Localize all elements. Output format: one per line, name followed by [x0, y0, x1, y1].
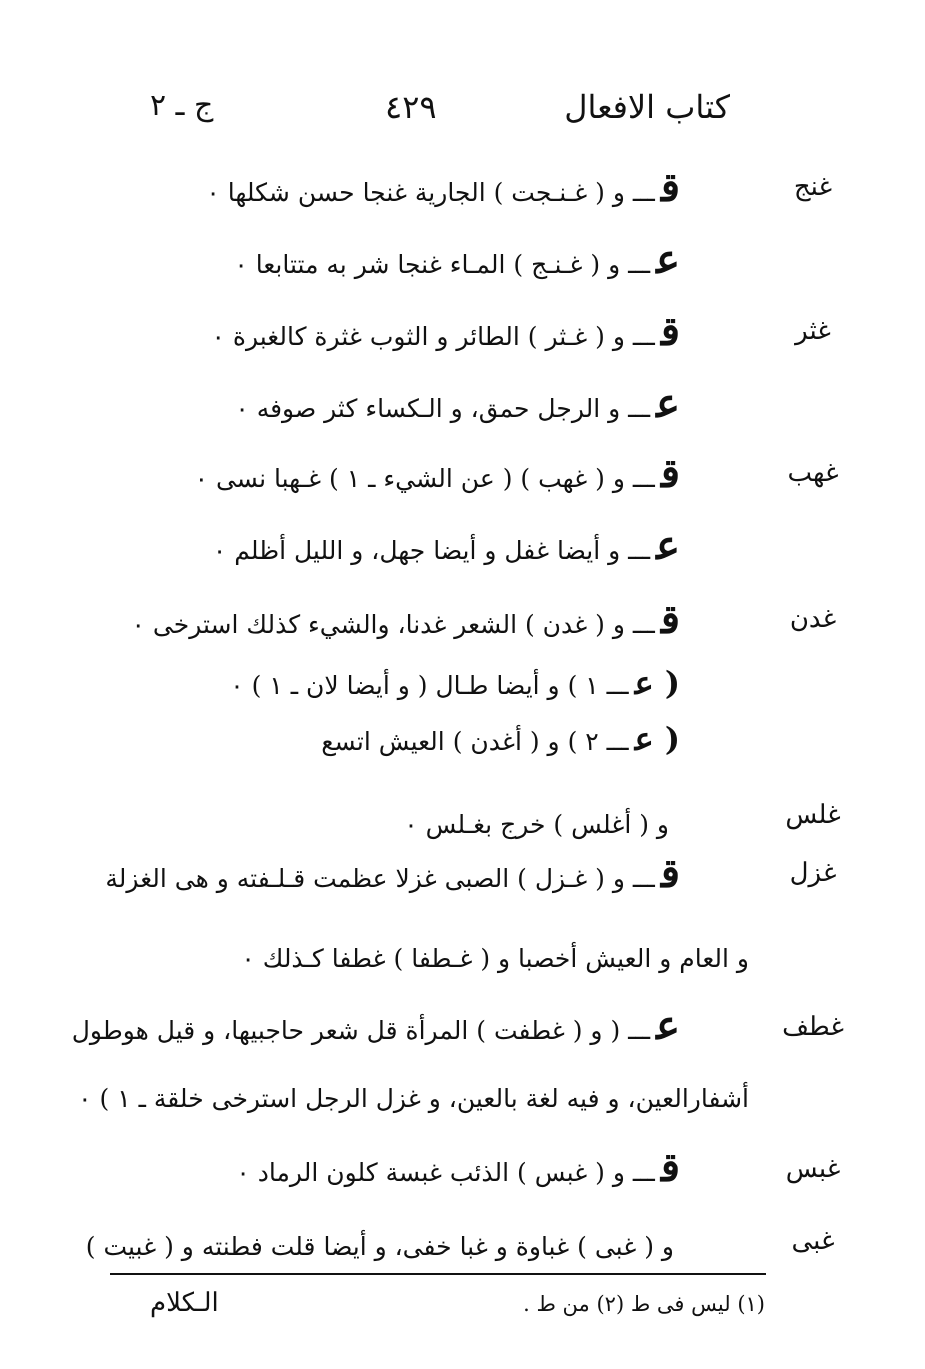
entry-line [0, 786, 925, 846]
entry-line [0, 1140, 925, 1200]
line-body: ـــ و ( غهب ) ( عن الشيء ـ ١ ) غـهبا نسى ٠ [194, 464, 655, 493]
source-marker: ق [660, 596, 680, 643]
line-text [404, 796, 675, 843]
footnote-divider [110, 1273, 766, 1275]
catchword: الـكلام [150, 1288, 219, 1318]
source-marker: ع [656, 1002, 680, 1049]
book-title: كتاب الافعال [564, 88, 730, 126]
line-body: ـــ و ( غـزل ) الصبى غزلا عظمت قـلـفته و هى الغزلة [105, 864, 655, 893]
line-body: ـــ ١ ) و أيضا طـال ( و أيضا لان ـ ١ ) ٠ [230, 671, 629, 700]
line-body: ـــ و ( غـنـجت ) الجارية غنجا حسن شكلها ٠ [206, 178, 655, 207]
entry-line [0, 1212, 925, 1272]
source-marker: ع [656, 522, 680, 569]
line-body: و العام و العيش أخصبا و ( غـطفا ) غطفا كـذلك ٠ [241, 944, 749, 973]
page-header [140, 88, 730, 136]
source-marker: ( ع [634, 664, 680, 702]
page-number: ٤٢٩ [385, 88, 437, 126]
entry-line [0, 998, 925, 1058]
line-text [195, 450, 680, 497]
root-word: غثر [795, 316, 831, 346]
line-body: ـــ و ( غبس ) الذئب غبسة كلون الرماد ٠ [236, 1158, 655, 1187]
line-text [206, 164, 680, 211]
line-text [236, 1144, 680, 1191]
source-marker: ع [656, 380, 680, 427]
source-marker: ق [660, 164, 680, 211]
source-marker: ق [660, 1144, 680, 1191]
source-marker: ق [660, 450, 680, 497]
entry-line [0, 716, 925, 776]
line-body: أشفارالعين، و فيه لغة بالعين، و غزل الرجل استرخى خلقة ـ ١ ) ٠ [78, 1084, 749, 1113]
line-body: ـــ و ( غدن ) الشعر غدنا، والشيء كذلك استرخى ٠ [131, 610, 655, 639]
source-marker: ق [660, 308, 680, 355]
entry-line [0, 374, 925, 434]
line-text [72, 1002, 680, 1049]
line-body: ـــ ٢ ) و ( أغدن ) العيش اتسع [321, 727, 629, 756]
line-body: ـــ و أيضا غفل و أيضا جهل، و الليل أظلم ٠ [212, 536, 651, 565]
line-text [230, 664, 680, 702]
line-body: ـــ و ( غـثر ) الطائر و الثوب غثرة كالغبرة ٠ [211, 322, 655, 351]
root-word: غلس [785, 800, 841, 830]
entry-line [0, 516, 925, 576]
line-text [211, 308, 680, 355]
entry-line [0, 158, 925, 218]
root-word: غزل [789, 858, 837, 888]
root-word: غدن [789, 604, 837, 634]
root-word: غطف [782, 1012, 844, 1042]
entry-line [0, 590, 925, 650]
volume-label: ج ـ ٢ [150, 88, 214, 123]
footnote: (١) ليس فى ط (٢) من ط . [523, 1292, 765, 1316]
root-word: غنج [793, 172, 833, 202]
entry-line [0, 922, 925, 982]
source-marker: ع [656, 236, 680, 283]
entry-line [0, 660, 925, 720]
entry-line [0, 444, 925, 504]
line-text [235, 380, 680, 427]
line-text [213, 522, 680, 569]
root-word: غبس [785, 1154, 841, 1184]
source-marker: ق [660, 850, 680, 897]
root-word: غبى [791, 1226, 835, 1256]
line-body: و ( أغلس ) خرج بغـلس ٠ [404, 810, 669, 839]
line-body: ـــ و ( غـنـج ) المـاء غنجا شر به متتابعا ٠ [234, 250, 651, 279]
source-marker: ( ع [634, 720, 680, 758]
root-word: غهب [787, 458, 839, 488]
line-body: ـــ و الرجل حمق، و الـكساء كثر صوفه ٠ [235, 394, 651, 423]
line-text [78, 1070, 755, 1117]
entry-line [0, 302, 925, 362]
line-text [241, 930, 755, 977]
line-text [321, 720, 680, 758]
line-text [132, 596, 680, 643]
line-text [105, 850, 680, 897]
entry-line [0, 230, 925, 290]
line-body: و ( غبى ) غباوة و غبا خفى، و أيضا قلت فطنته و ( غبيت ) [85, 1232, 674, 1261]
line-text [86, 1218, 680, 1265]
line-body: ـــ ( و ( غطفت ) المرأة قل شعر حاجبيها، و قيل هوطول [71, 1016, 651, 1045]
entry-line [0, 846, 925, 906]
line-text [234, 236, 680, 283]
entry-line [0, 1060, 925, 1120]
